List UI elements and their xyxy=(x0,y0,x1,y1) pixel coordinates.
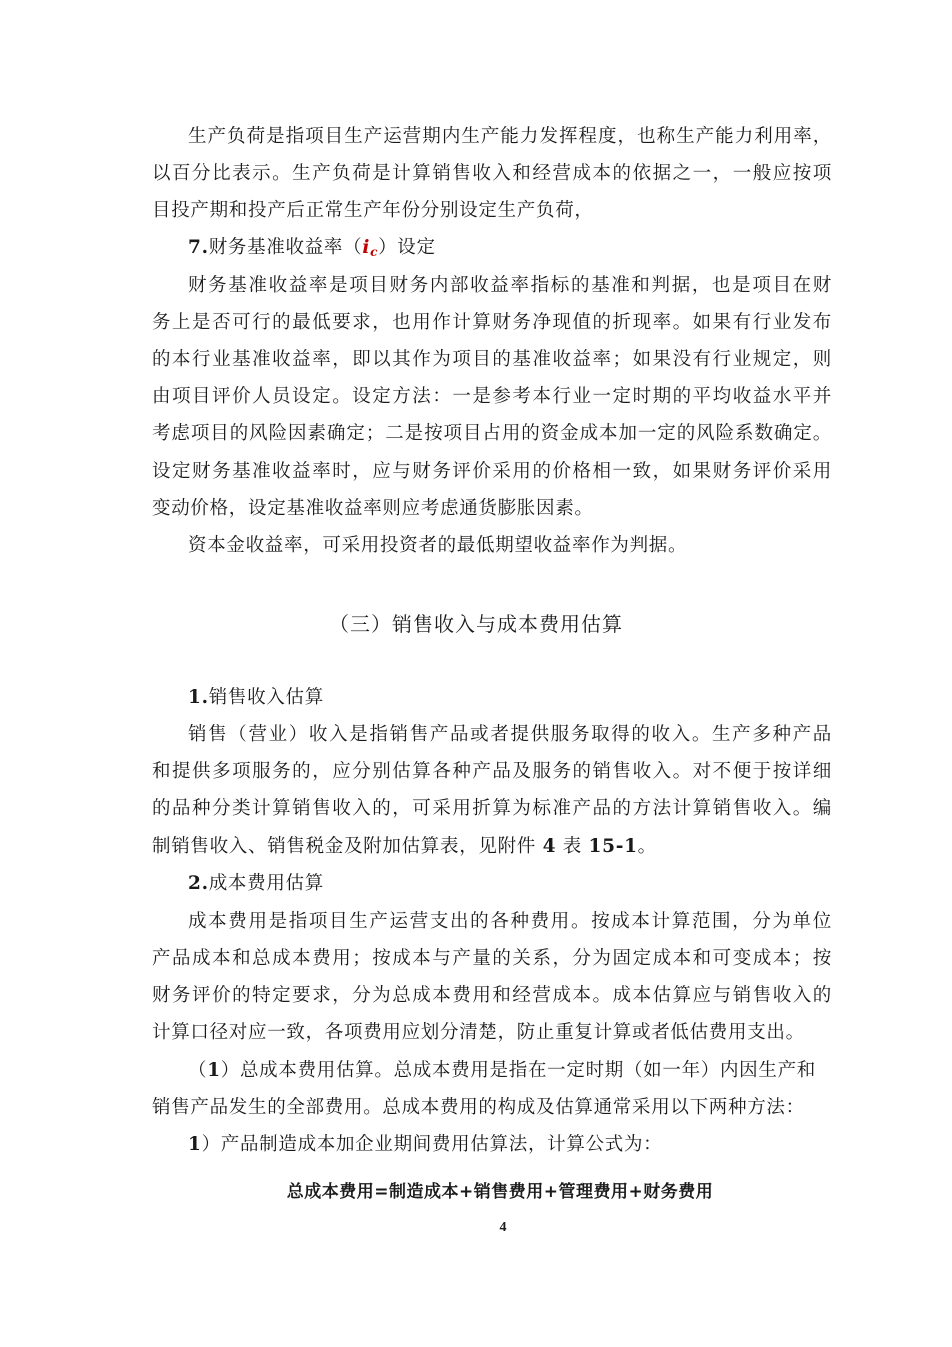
paragraph-line: 考虑项目的风险因素确定；二是按项目占用的资金成本加一定的风险系数确定。 xyxy=(152,423,832,444)
subheading-number: 2. xyxy=(188,873,209,894)
text-run: 。 xyxy=(637,836,657,857)
text-run: ）总成本费用估算。总成本费用是指在一定时期（如一年）内因生产和 xyxy=(220,1060,816,1081)
paragraph-line xyxy=(188,1059,832,1083)
paragraph-line: 变动价格，设定基准收益率则应考虑通货膨胀因素。 xyxy=(152,498,594,519)
text-run-bold: 15-1 xyxy=(588,836,638,857)
paragraph-line: 由项目评价人员设定。设定方法：一是参考本行业一定时期的平均收益水平并 xyxy=(152,386,832,407)
paragraph-line: 财务评价的特定要求，分为总成本费用和经营成本。成本估算应与销售收入的 xyxy=(152,985,832,1006)
paragraph-line: 生产负荷是指项目生产运营期内生产能力发挥程度，也称生产能力利用率， xyxy=(188,126,832,147)
subheading-2 xyxy=(188,872,832,896)
page-number: 4 xyxy=(499,1220,507,1235)
paragraph-line: 计算口径对应一致，各项费用应划分清楚，防止重复计算或者低估费用支出。 xyxy=(152,1022,805,1043)
subheading-number: 7. xyxy=(188,237,209,258)
paragraph-line: 和提供多项服务的，应分别估算各种产品及服务的销售收入。对不便于按详细 xyxy=(152,761,832,782)
paragraph-line: 成本费用是指项目生产运营支出的各种费用。按成本计算范围，分为单位 xyxy=(188,911,832,932)
formula: 总成本费用=制造成本+销售费用+管理费用+财务费用 xyxy=(286,1182,714,1202)
paragraph-line: 设定财务基准收益率时，应与财务评价采用的价格相一致，如果财务评价采用 xyxy=(152,461,832,482)
text-run: 制销售收入、销售税金及附加估算表，见附件 xyxy=(152,836,543,857)
paragraph-line: 的本行业基准收益率，即以其作为项目的基准收益率；如果没有行业规定，则 xyxy=(152,349,832,370)
subheading-text: 财务基准收益率（ xyxy=(208,237,363,258)
paragraph-line: 产品成本和总成本费用；按成本与产量的关系，分为固定成本和可变成本；按 xyxy=(152,948,832,969)
subheading-1 xyxy=(188,686,832,710)
subheading-number: 1. xyxy=(188,687,209,708)
ic-symbol-main: i xyxy=(362,237,371,258)
paragraph-line: 销售产品发生的全部费用。总成本费用的构成及估算通常采用以下两种方法： xyxy=(152,1097,805,1118)
ic-symbol-subscript: c xyxy=(370,245,379,259)
paragraph-line xyxy=(188,1133,832,1157)
text-run-bold: 4 xyxy=(542,836,557,857)
paragraph-line: 资本金收益率，可采用投资者的最低期望收益率作为判据。 xyxy=(188,535,688,556)
paragraph-line: 财务基准收益率是项目财务内部收益率指标的基准和判据，也是项目在财 xyxy=(188,275,832,296)
paragraph-line xyxy=(152,835,832,859)
subheading-7 xyxy=(188,236,832,260)
subheading-text: 成本费用估算 xyxy=(208,873,324,894)
paragraph-line: 的品种分类计算销售收入的，可采用折算为标准产品的方法计算销售收入。编 xyxy=(152,798,832,819)
text-run: （ xyxy=(188,1060,208,1081)
paragraph-line: 销售（营业）收入是指销售产品或者提供服务取得的收入。生产多种产品 xyxy=(188,724,832,745)
section-heading: （三）销售收入与成本费用估算 xyxy=(329,612,623,636)
text-run: 表 xyxy=(556,836,589,857)
ic-symbol xyxy=(362,237,378,258)
paragraph-line: 目投产期和投产后正常生产年份分别设定生产负荷， xyxy=(152,200,594,221)
text-run: ）产品制造成本加企业期间费用估算法，计算公式为： xyxy=(201,1134,663,1155)
subheading-text: 销售收入估算 xyxy=(208,687,324,708)
subheading-text: ）设定 xyxy=(378,237,436,258)
text-run-bold: 1 xyxy=(207,1060,221,1081)
paragraph-line: 务上是否可行的最低要求，也用作计算财务净现值的折现率。如果有行业发布 xyxy=(152,312,832,333)
text-run-bold: 1 xyxy=(188,1134,202,1155)
paragraph-line: 以百分比表示。生产负荷是计算销售收入和经营成本的依据之一，一般应按项 xyxy=(152,163,832,184)
